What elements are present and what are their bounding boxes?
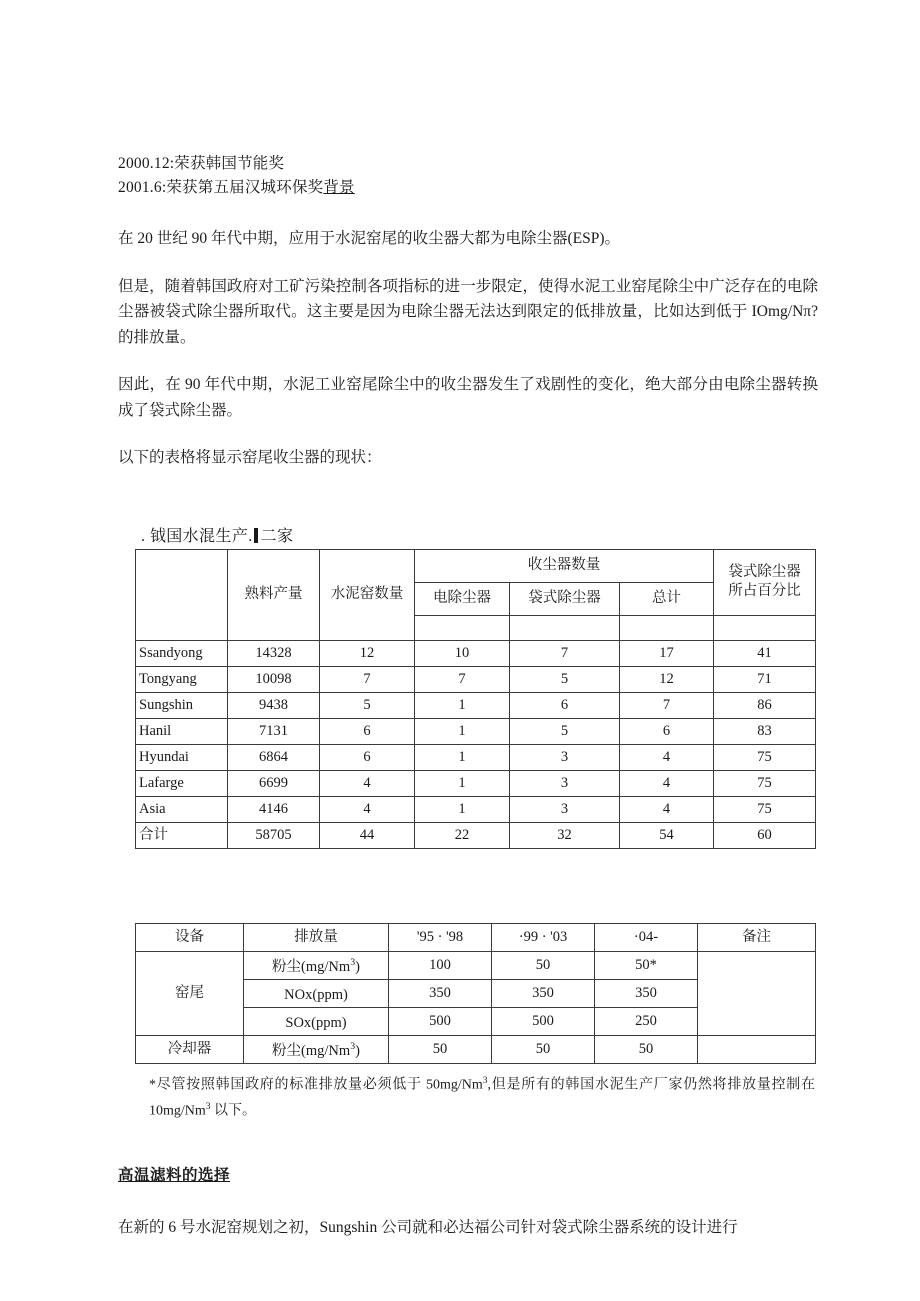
row-kilns: 7 (320, 666, 415, 692)
row-esp: 1 (415, 692, 510, 718)
row-clinker: 58705 (228, 822, 320, 848)
row-v1: 50 (389, 1035, 492, 1063)
row-esp: 10 (415, 640, 510, 666)
award-line-1 (118, 152, 818, 176)
header-equipment: 设备 (136, 923, 244, 951)
row-name: Tongyang (136, 666, 228, 692)
row-pct: 75 (714, 744, 816, 770)
measure-superscript: 3 (350, 1041, 356, 1053)
emission-table-footnote (149, 1070, 815, 1123)
row-v2: 500 (492, 1007, 595, 1035)
row-kilns: 12 (320, 640, 415, 666)
row-kilns: 4 (320, 796, 415, 822)
header-corner (136, 549, 228, 640)
row-v2: 50 (492, 951, 595, 979)
header-period-3: ·04- (595, 923, 698, 951)
emission-table-header-row (136, 923, 816, 951)
paragraph-1: 在 20 世纪 90 年代中期，应用于水泥窑尾的收尘器大都为电除尘器(ESP)。 (118, 230, 621, 247)
group-equipment-kiln-tail: 窑尾 (136, 951, 244, 1035)
award-date-1: 2000.12 (118, 155, 170, 172)
awards-block (118, 152, 818, 200)
plant-table-caption (141, 527, 818, 547)
header-pad-esp (415, 615, 510, 640)
row-name: Ssandyong (136, 640, 228, 666)
row-v1: 100 (389, 951, 492, 979)
row-name: Asia (136, 796, 228, 822)
row-pct: 86 (714, 692, 816, 718)
award-text-2: 荣获第五届汉城环保奖 (166, 179, 324, 196)
row-total: 4 (620, 796, 714, 822)
row-name: Sungshin (136, 692, 228, 718)
row-bag: 32 (510, 822, 620, 848)
row-bag: 5 (510, 666, 620, 692)
section-heading-wrapper (118, 1163, 818, 1185)
spacer (118, 1123, 818, 1163)
section-heading-filter-media: 高温滤料的选择 (118, 1166, 231, 1184)
caption-prefix: . (141, 527, 146, 545)
row-measure (244, 1035, 389, 1063)
caption-bar-glyph (254, 528, 258, 543)
award-underlined-tail: 背景 (323, 179, 355, 196)
row-clinker: 14328 (228, 640, 320, 666)
footnote-part-1: *尽管按照韩国政府的标准排放量必须低于 50mg/Nm (149, 1077, 483, 1093)
row-v2: 350 (492, 979, 595, 1007)
table-row (136, 640, 816, 666)
row-pct: 41 (714, 640, 816, 666)
row-kilns: 6 (320, 718, 415, 744)
row-name: 合计 (136, 822, 228, 848)
table-row (136, 796, 816, 822)
table-row (136, 744, 816, 770)
spacer (118, 252, 818, 274)
row-esp: 1 (415, 770, 510, 796)
row-clinker: 7131 (228, 718, 320, 744)
measure-label: SOx(ppm) (285, 1014, 347, 1031)
row-v1: 500 (389, 1007, 492, 1035)
measure-label: 粉尘(mg/Nm (272, 958, 351, 975)
paragraph-2: 但是，随着韩国政府对工矿污染控制各项指标的进一步限定，使得水泥工业窑尾除尘中广泛存在的电除尘器被袋式除尘器所取代。这主要是因为电除尘器无法达到限定的低排放量，比如达到低于 IOmg/Nπ?的排放量。 (118, 277, 818, 346)
row-kilns: 4 (320, 770, 415, 796)
header-period-2: ·99 · '03 (492, 923, 595, 951)
row-remark (698, 1035, 816, 1063)
row-total: 4 (620, 770, 714, 796)
row-name: Hanil (136, 718, 228, 744)
header-collector-count: 收尘器数量 (415, 549, 714, 582)
header-remark: 备注 (698, 923, 816, 951)
row-total: 6 (620, 718, 714, 744)
row-measure (244, 951, 389, 979)
plant-table-body (136, 640, 816, 848)
header-baghouse: 袋式除尘器 (510, 582, 620, 615)
emission-table-body (136, 951, 816, 1063)
spacer (118, 471, 818, 527)
emission-table-block (135, 923, 818, 1123)
document-content (118, 152, 818, 1240)
group-equipment-cooler: 冷却器 (136, 1035, 244, 1063)
row-total: 12 (620, 666, 714, 692)
row-esp: 22 (415, 822, 510, 848)
row-bag: 3 (510, 796, 620, 822)
row-clinker: 9438 (228, 692, 320, 718)
measure-label: 粉尘(mg/Nm (272, 1042, 351, 1059)
row-v2: 50 (492, 1035, 595, 1063)
header-pad-total (620, 615, 714, 640)
measure-label: NOx(ppm) (284, 986, 348, 1003)
row-clinker: 6699 (228, 770, 320, 796)
row-measure (244, 979, 389, 1007)
row-v3: 350 (595, 979, 698, 1007)
header-pad-percentage (714, 615, 816, 640)
header-period-1: '95 · '98 (389, 923, 492, 951)
row-kilns: 6 (320, 744, 415, 770)
header-clinker-output: 熟料产量 (228, 549, 320, 640)
table-row (136, 1035, 816, 1063)
plant-table-header-row-1 (136, 549, 816, 582)
table-row (136, 951, 816, 979)
row-pct: 75 (714, 770, 816, 796)
row-bag: 3 (510, 744, 620, 770)
table-row (136, 692, 816, 718)
table-row-total (136, 822, 816, 848)
header-kiln-count: 水泥窑数量 (320, 549, 415, 640)
emission-standards-table (135, 923, 816, 1064)
award-sep-1: : (169, 155, 175, 172)
award-date-2: 2001.6 (118, 179, 162, 196)
award-sep-2: : (161, 179, 167, 196)
award-line-2 (118, 176, 818, 200)
row-pct: 60 (714, 822, 816, 848)
header-esp: 电除尘器 (415, 582, 510, 615)
row-total: 54 (620, 822, 714, 848)
footnote-sup-2: 3 (205, 1102, 211, 1113)
row-v3: 50* (595, 951, 698, 979)
plant-table-head (136, 549, 816, 640)
row-clinker: 6864 (228, 744, 320, 770)
row-pct: 71 (714, 666, 816, 692)
row-esp: 1 (415, 796, 510, 822)
emission-table-head (136, 923, 816, 951)
footnote-sup-1: 3 (482, 1075, 488, 1086)
header-baghouse-percentage (714, 549, 816, 615)
row-pct: 83 (714, 718, 816, 744)
header-pad-baghouse (510, 615, 620, 640)
row-v3: 250 (595, 1007, 698, 1035)
spacer (118, 849, 818, 923)
footnote-part-2: ,但是所有的韩国水泥生产厂家仍然将排放量控制在 10mg/Nm (149, 1077, 815, 1119)
row-total: 4 (620, 744, 714, 770)
paragraph-3: 因此，在 90 年代中期，水泥工业窑尾除尘中的收尘器发生了戏剧性的变化，绝大部分由电除尘器转换成了袋式除尘器。 (118, 376, 818, 419)
spacer (118, 1185, 818, 1215)
row-bag: 5 (510, 718, 620, 744)
spacer (118, 200, 818, 226)
paragraph-4: 以下的表格将显示窑尾收尘器的现状： (118, 449, 382, 466)
spacer (118, 350, 818, 372)
footnote-part-3: 以下。 (210, 1103, 257, 1119)
row-name: Lafarge (136, 770, 228, 796)
row-kilns: 44 (320, 822, 415, 848)
award-text-1: 荣获韩国节能奖 (174, 155, 285, 172)
row-esp: 1 (415, 718, 510, 744)
spacer (118, 423, 818, 445)
measure-tail: ) (355, 958, 360, 975)
header-emission: 排放量 (244, 923, 389, 951)
korean-cement-producers-table (135, 549, 816, 849)
paragraph-5: 在新的 6 号水泥窑规划之初，Sungshin 公司就和必达福公司针对袋式除尘器系统的设计进行 (118, 1218, 738, 1236)
row-clinker: 4146 (228, 796, 320, 822)
header-baghouse-percentage-line1: 袋式除尘器 (728, 564, 801, 580)
caption-suffix: 二家 (260, 527, 294, 545)
row-bag: 3 (510, 770, 620, 796)
measure-tail: ) (355, 1042, 360, 1059)
row-name: Hyundai (136, 744, 228, 770)
row-clinker: 10098 (228, 666, 320, 692)
plant-table-block (135, 527, 818, 849)
row-v3: 50 (595, 1035, 698, 1063)
row-bag: 7 (510, 640, 620, 666)
caption-main: 钺国水混生产. (149, 527, 253, 545)
row-esp: 1 (415, 744, 510, 770)
header-total: 总计 (620, 582, 714, 615)
row-v1: 350 (389, 979, 492, 1007)
row-total: 7 (620, 692, 714, 718)
row-pct: 75 (714, 796, 816, 822)
table-row (136, 666, 816, 692)
table-row (136, 770, 816, 796)
row-remark (698, 951, 816, 1035)
table-row (136, 718, 816, 744)
measure-superscript: 3 (350, 957, 356, 969)
row-bag: 6 (510, 692, 620, 718)
row-total: 17 (620, 640, 714, 666)
row-kilns: 5 (320, 692, 415, 718)
row-esp: 7 (415, 666, 510, 692)
row-measure (244, 1007, 389, 1035)
header-baghouse-percentage-line2: 所占百分比 (728, 583, 801, 599)
